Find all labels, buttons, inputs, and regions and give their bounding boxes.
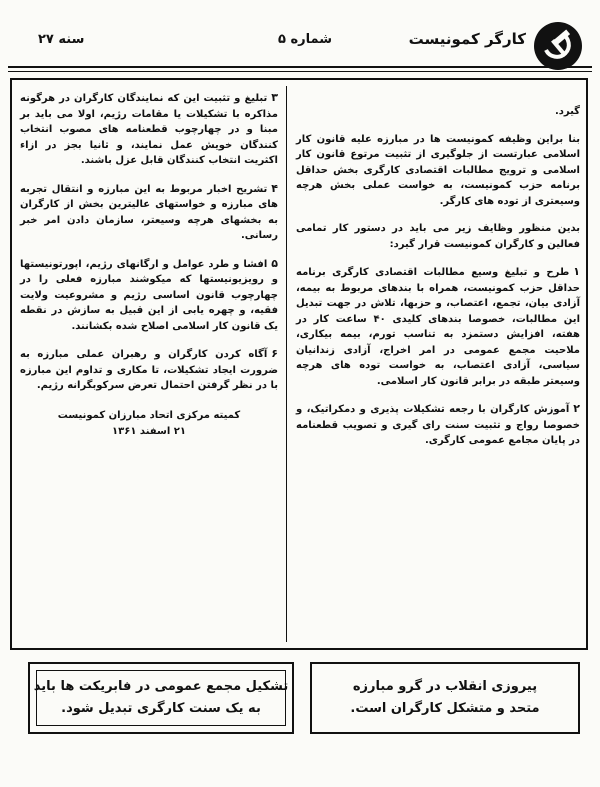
hammer-sickle-emblem-icon — [532, 20, 584, 72]
year-label: سنه ۲۷ — [38, 32, 85, 47]
masthead-rule — [8, 66, 592, 68]
point-4 — [20, 181, 278, 244]
point-3-text: تبلیغ و تثبیت این که نمایندگان کارگران در هرگونه مذاکره با تشکیلات یا مقامات رژیم، اولا می باید بر مبنا و در چهارچوب قطعنامه های مصوب انتخاب کنندگان خویش عمل نمایند، و ثانیا بجز در ازاء اکثریت انتخاب کنندگان قابل عزل باشند. — [20, 93, 278, 166]
paragraph-1: بنا براین وظیفه کمونیست ها در مبارزه علیه قانون کار اسلامی عبارتست از جلوگیری از تثبیت مرتوع قانون کار اسلامی و ترویج مطالبات اقتصادی کارگری بخش حداقل برنامه حزب کمونیست، به خواست عملی بخش هرچه وسیعتری از توده های کارگر. — [296, 133, 580, 207]
publication-title: کارگر کمونیست — [408, 30, 526, 48]
point-4-text: تشریح اخبار مربوط به این مبارزه و انتقال تجربه های مبارزه و خواستهای عالیترین بخش از کارگران به بخشهای هرچه وسیعتر، سازمان دادن امر خبر رسانی. — [20, 183, 278, 241]
slogan-box-general-assembly — [28, 662, 294, 734]
point-6 — [20, 346, 278, 394]
issue-number: شماره ۵ — [278, 32, 333, 47]
signature-block — [20, 408, 278, 440]
paragraph-2: بدین منظور وظایف زیر می باید در دستور کار تمامی فعالین و کارگران کمونیست قرار گیرد: — [296, 223, 580, 250]
right-column — [296, 104, 580, 461]
point-2-number: ۲ — [573, 402, 580, 415]
column-divider — [286, 86, 287, 642]
point-5-text: افشا و طرد عوامل و ارگانهای رژیم، اپورتونیستها و رویزیونیستها که میکوشند مبارزه فعلی را در چهارچوب قانون اساسی رژیم و مشروعیت ولایت فقیه، و چهره یابی از این قبیل به سازش در نقطه یک قانون کار اسلامی اصلاح شده بکشانند. — [20, 258, 278, 332]
point-6-text: آگاه کردن کارگران و رهبران عملی مبارزه به ضرورت ایجاد تشکیلات، تا مکاری و تداوم این مبارزه با در نظر گرفتن احتمال تعرض سرکوبگرانه رژیم. — [20, 349, 278, 391]
signature-date: ۲۱ اسفند ۱۳۶۱ — [112, 425, 186, 437]
point-5-number: ۵ — [271, 256, 278, 270]
point-3 — [20, 90, 278, 169]
signature-organization: کمیته مرکزی اتحاد مبارزان کمونیست — [57, 409, 241, 421]
slogan-box-revolution — [310, 662, 580, 734]
point-1-number: ۱ — [573, 265, 580, 278]
slogan-inner-border — [36, 670, 286, 726]
slogan-left-line-1: تشکیل مجمع عمومی در فابریکت ها باید — [33, 679, 289, 694]
point-1 — [296, 264, 580, 389]
slogan-right-line-1: پیروزی انقلاب در گرو مبارزه — [352, 679, 538, 694]
greeting: گیرد. — [554, 106, 580, 117]
point-4-number: ۴ — [271, 181, 278, 195]
left-column — [20, 90, 278, 440]
point-6-number: ۶ — [271, 347, 278, 360]
slogan-right-line-2: متحد و متشکل کارگران است. — [350, 701, 540, 716]
point-2-text: آموزش کارگران با رجعه تشکیلات پذیری و دمکراتیک، و خصوصا رواج و تثبیت سنت رای گیری و تصویب قطعنامه در پایان مجامع عمومی کارگری. — [296, 404, 580, 446]
point-2 — [296, 401, 580, 449]
masthead-rule-thin — [8, 71, 592, 72]
point-1-text: طرح و تبلیغ وسیع مطالبات اقتصادی کارگری برنامه حداقل حزب کمونیست، همراه با بندهای مربوط به بیمه، آزادی بیان، تجمع، اعتصاب، و حزبها، تلاش در جهت تبدیل این مطالبات، خصوصا بندهای کلیدی ۴۰ ساعت کار در هفته، افزایش دستمزد به تناسب تورم، بیمه بیکاری، ملاحیت مجمع عمومی در امر اخراج، آزادی زندانیان سیاسی، آزادی اعتصاب، به خواست توده های هرچه وسیعتر طبقه در برابر قانون کار اسلامی. — [296, 267, 580, 387]
point-3-number: ۳ — [271, 91, 278, 104]
slogan-left-line-2: به یک سنت کارگری تبدیل شود. — [61, 701, 261, 716]
masthead — [8, 20, 592, 70]
point-5 — [20, 256, 278, 335]
